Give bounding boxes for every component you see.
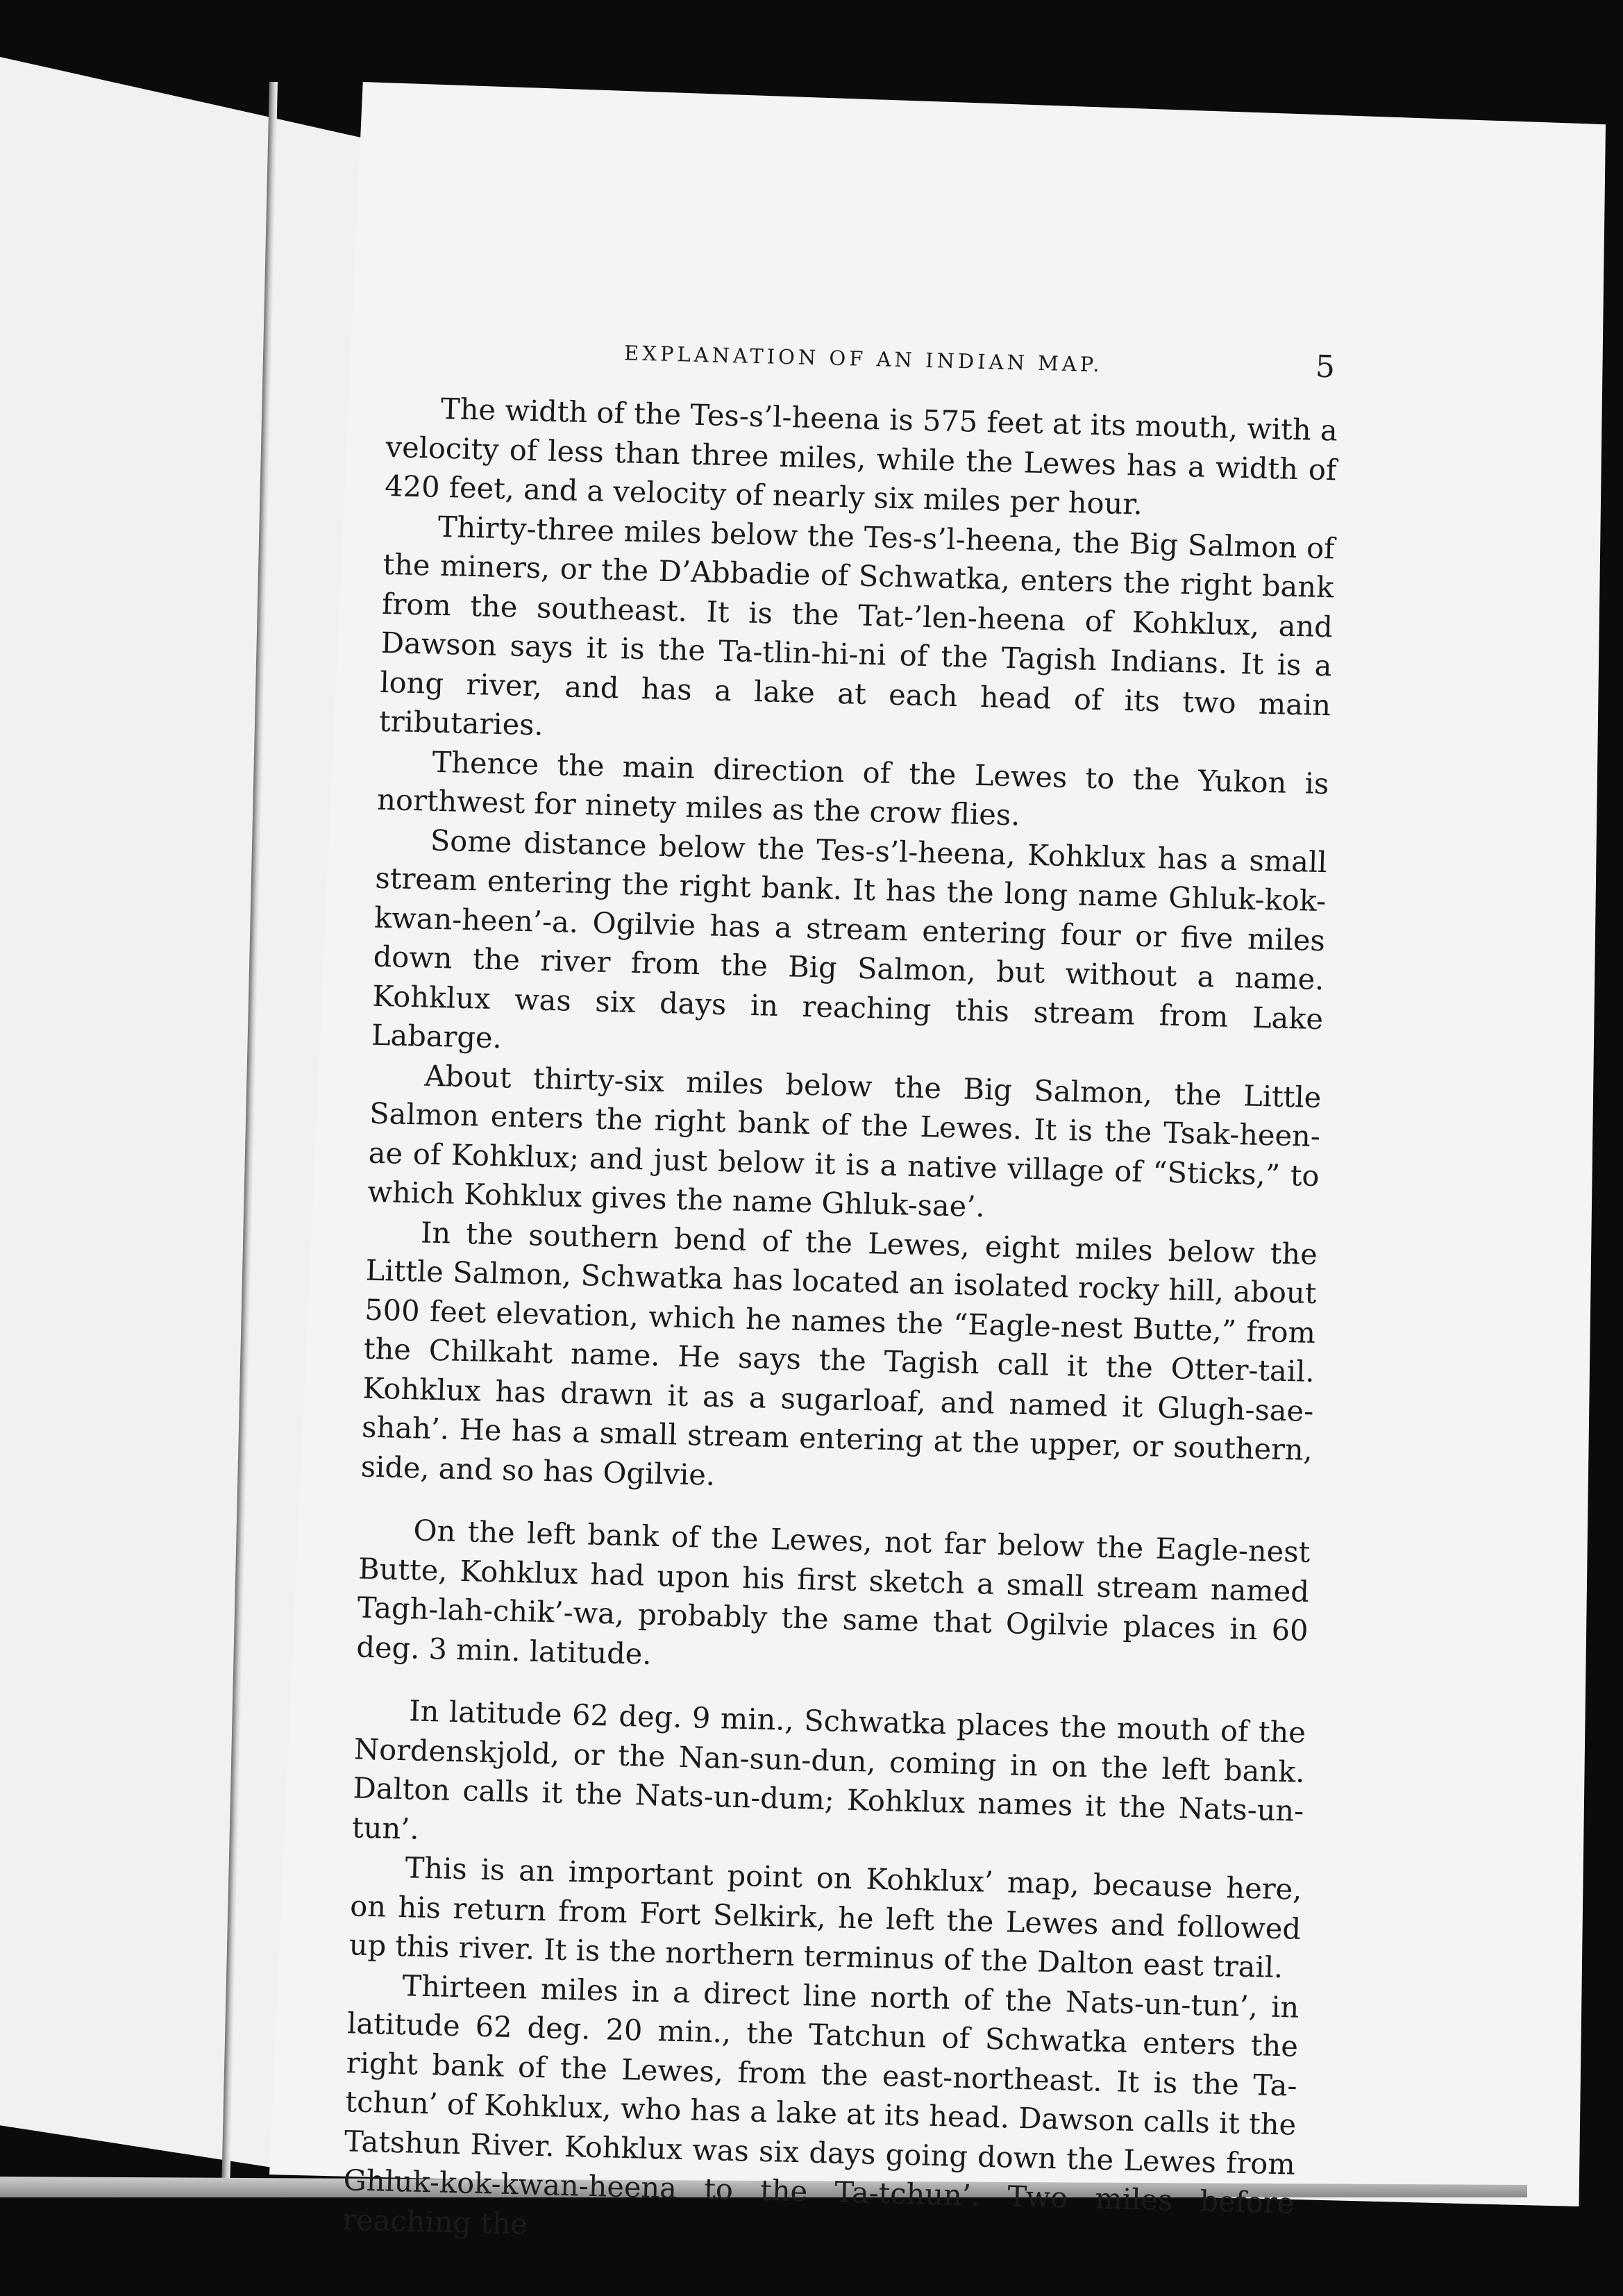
paragraph: About thirty-six miles below the Big Salmon, the Little Salmon enters the right bank of the Lewes. It is the Tsak-heen-ae of Kohklux; and just below it is a native village of “Sticks,” to which Kohklux gives the name Ghluk-sae’.	[367, 1058, 1322, 1224]
paragraph: Some distance below the Tes-s’l-heena, Kohklux has a small stream entering the right bank. It has the long name Ghluk-kok-kwan-heen’-a. Ogilvie has a stream entering four or five miles down the river from the Big Salmon, but without a name. Kohklux was six days in reaching this stream from Lake Labarge.	[371, 823, 1328, 1055]
paragraph: Thirteen miles in a direct line north of the Nats-un-tun’, in latitude 62 deg. 20 min., the Tatchun of Schwatka enters the right bank of the Lewes, from the east-northeast. It is the Ta-tchun’ of Kohklux, who has a lake at its head. Dawson calls it the Tatshun River. Kohklux was six days going down the Lewes from Ghluk-kok-kwan-heena to the Ta-tchun’. Two miles before reaching the	[342, 1968, 1300, 2241]
paragraph: This is an important point on Kohklux’ map, because here, on his return from Fort Selkirk, he left the Lewes and followed up this river. It is the northern terminus of the Dalton east trail.	[348, 1850, 1302, 1985]
page-text	[342, 326, 1340, 2263]
paragraph: The width of the Tes-s’l-heena is 575 feet at its mouth, with a velocity of less than three miles, while the Lewes has a width of 420 feet, and a velocity of nearly six miles per hour.	[384, 391, 1338, 521]
paragraph: Thence the main direction of the Lewes to the Yukon is northwest for ninety miles as the crow flies.	[376, 744, 1329, 832]
paragraph: In latitude 62 deg. 9 min., Schwatka places the mouth of the Nordenskjold, or the Nan-sun-dun, coming in on the left bank. Dalton calls it the Nats-un-dum; Kohklux names it the Nats-un-tun’.	[351, 1693, 1306, 1846]
page-number: 5	[1315, 349, 1336, 385]
paragraph: Thirty-three miles below the Tes-s’l-heena, the Big Salmon of the miners, or the D’Abbadie of Schwatka, enters the right bank from the southeast. It is the Tat-’len-heena of Kohklux, and Dawson says it is the Ta-tlin-hi-ni of the Tagish Indians. It is a long river, and has a lake at each head of its two main tributaries.	[378, 509, 1336, 742]
paragraph: In the southern bend of the Lewes, eight miles below the Little Salmon, Schwatka has located an isolated rocky hill, about 500 feet elevation, which he names the “Eagle-nest Butte,” from the Chilkaht name. He says the Tagish call it the Otter-tail. Kohklux has drawn it as a sugarloaf, and named it Glugh-sae-shah’. He has a small stream entering at the upper, or southern, side, and so has Ogilvie.	[360, 1215, 1318, 1492]
running-head: EXPLANATION OF AN INDIAN MAP.	[623, 341, 1104, 377]
paragraph: On the left bank of the Lewes, not far below the Eagle-nest Butte, Kohklux had upon his first sketch a small stream named Tagh-lah-chik’-wa, probably the same that Ogilvie places in 60 deg. 3 min. latitude.	[355, 1513, 1311, 1671]
